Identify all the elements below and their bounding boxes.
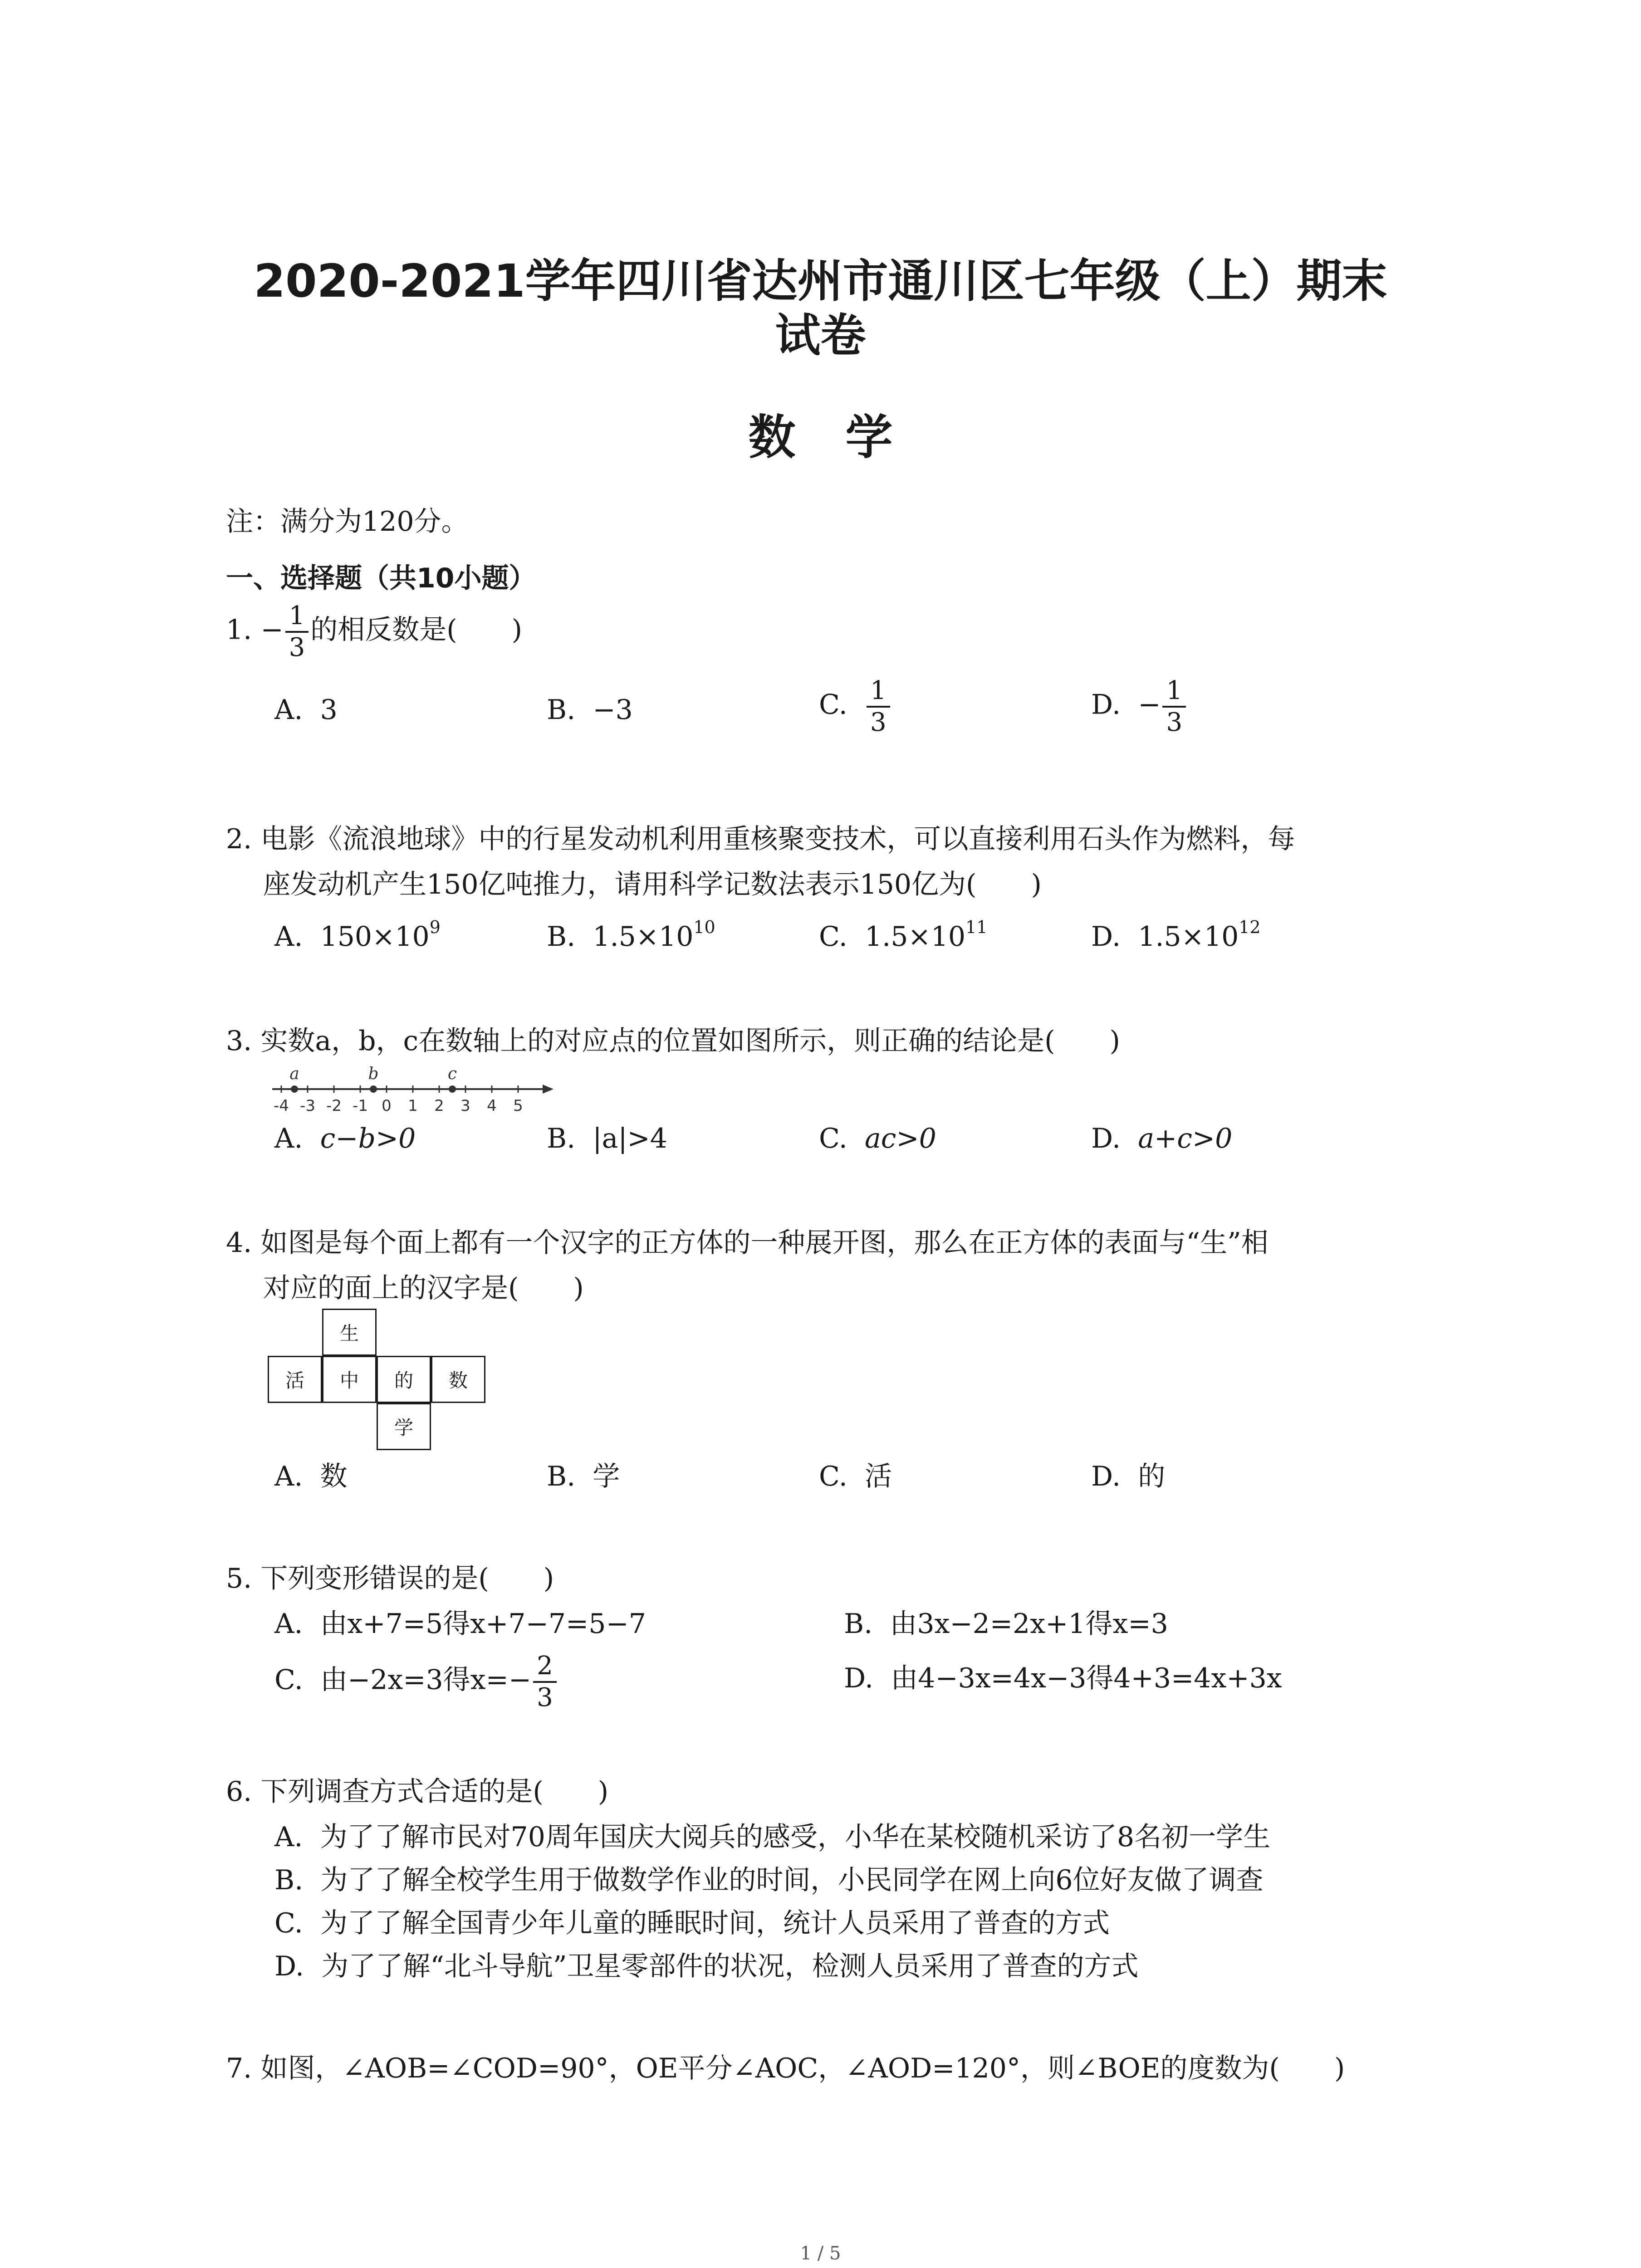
option-b [547,692,633,728]
number-line-tick-label: -4 [274,1097,289,1115]
frac-sign: − [1138,689,1161,721]
question-stem: 如图是每个面上都有一个汉字的正方体的一种展开图，那么在正方体的表面与“生”相 [260,1227,1269,1259]
fraction-numerator: 2 [533,1651,557,1683]
number-line-tick-label: 3 [460,1097,470,1115]
option-c [819,676,892,738]
number-line-tick-label: 1 [408,1097,418,1115]
option-a [274,1606,646,1642]
net-cell-top: 生 [322,1309,377,1356]
option-text: a+c>0 [1138,1123,1233,1154]
number-line-tick-label: -1 [353,1097,368,1115]
exponent: 11 [965,917,988,937]
option-text: 为了了解“北斗导航”卫星零部件的状况，检测人员采用了普查的方式 [321,1950,1139,1982]
option-a [274,919,441,955]
option-a [274,1819,1270,1855]
question-4-line1 [226,1225,1269,1261]
question-number: 4. [226,1227,252,1259]
option-c [274,1905,1110,1941]
number-line-tick-label: -3 [300,1097,315,1115]
option-label: A. [274,1608,303,1640]
number-line-tick-label: -2 [326,1097,342,1115]
number-line-point [370,1085,377,1093]
option-d [1091,676,1188,738]
option-label: A. [274,1461,303,1492]
exponent: 12 [1239,917,1261,937]
option-label: A. [274,1821,303,1853]
option-d [1091,919,1261,955]
option-text: 1.5×10 [593,921,694,953]
option-d [1091,1458,1165,1495]
number-line-figure [268,1059,558,1123]
score-note: 注：满分为120分。 [226,506,469,538]
question-stem: 的相反数是( ) [310,614,523,646]
fraction [533,1651,557,1713]
question-stem: 下列变形错误的是( ) [260,1563,554,1594]
option-label: B. [547,1123,576,1154]
option-text: 3 [320,694,338,726]
fraction-denominator: 3 [870,708,887,737]
fraction-numerator: 1 [867,676,890,708]
question-stem: 下列调查方式合适的是( ) [260,1776,609,1808]
option-text: −3 [593,694,633,726]
option-label: A. [274,921,303,953]
option-label: C. [274,1907,303,1939]
option-c [819,919,987,955]
option-label: D. [1091,689,1121,721]
question-stem: 实数a，b，c在数轴上的对应点的位置如图所示，则正确的结论是( ) [260,1025,1120,1057]
question-number: 2. [226,823,252,855]
option-text: 由4−3x=4x−3得4+3=4x+3x [891,1662,1282,1694]
option-d [844,1660,1282,1696]
option-text: c−b>0 [320,1123,416,1154]
option-c [819,1458,892,1495]
number-line-tick-label: 0 [382,1097,392,1115]
option-c [274,1651,558,1713]
question-5 [226,1560,554,1597]
option-label: A. [274,1123,303,1154]
option-label: C. [819,689,847,721]
option-label: B. [547,694,576,726]
net-cell-right2: 数 [431,1356,485,1403]
net-cell-left: 活 [268,1356,322,1403]
option-label: B. [844,1608,873,1640]
option-text: |a|>4 [593,1123,667,1154]
option-label: C. [819,921,847,953]
option-label: C. [819,1461,847,1492]
question-2-line1 [226,821,1295,857]
option-text: 为了了解全校学生用于做数学作业的时间，小民同学在网上向6位好友做了调查 [320,1864,1264,1896]
option-label: D. [274,1950,304,1982]
fraction-denominator: 3 [537,1683,553,1712]
option-text: 由3x−2=2x+1得x=3 [890,1608,1168,1640]
fraction-denominator: 3 [289,633,305,662]
option-text: 的 [1138,1461,1166,1492]
question-7 [226,2050,1345,2087]
question-number: 1. [226,614,252,646]
option-text: 由x+7=5得x+7−7=5−7 [320,1608,646,1640]
option-label: D. [1091,921,1121,953]
question-number: 3. [226,1025,252,1057]
number-line-point [449,1085,456,1093]
net-cell-bottom: 学 [377,1403,431,1450]
option-b [547,1120,667,1157]
option-b [844,1606,1168,1642]
option-label: C. [819,1123,847,1154]
option-label: C. [274,1664,303,1696]
option-d [1091,1120,1232,1157]
option-text: 1.5×10 [1138,921,1239,953]
option-a [274,1458,348,1495]
option-text: 学 [593,1461,620,1492]
page-title-line1: 2020-2021学年四川省达州市通川区七年级（上）期末 [254,254,1387,308]
option-text: 数 [320,1461,348,1492]
fraction-denominator: 3 [1166,708,1183,737]
option-label: D. [1091,1461,1121,1492]
fraction [867,676,890,738]
option-text: 150×10 [320,921,430,953]
option-label: B. [274,1864,304,1896]
option-text: 活 [865,1461,892,1492]
question-stem: 电影《流浪地球》中的行星发动机利用重核聚变技术，可以直接利用石头作为燃料，每 [260,823,1295,855]
option-a [274,1120,416,1157]
number-line-arrow [543,1085,554,1094]
option-text: 1.5×10 [865,921,966,953]
option-a [274,692,338,728]
option-c [819,1120,936,1157]
subject-title: 数学 [748,410,943,465]
fraction [1162,676,1186,738]
question-1 [226,601,522,663]
question-number: 5. [226,1563,252,1594]
number-line-point-label: a [289,1065,299,1083]
page-number: 1 / 5 [800,2243,841,2264]
question-6 [226,1774,608,1810]
option-text: ac>0 [865,1123,936,1154]
net-cell-right1: 的 [377,1356,431,1403]
page-title-line2: 试卷 [775,309,866,362]
fraction-numerator: 1 [1162,676,1186,708]
option-label: B. [547,1461,576,1492]
option-label: D. [844,1662,874,1694]
option-text: 由−2x=3得x=− [320,1664,532,1696]
number-line-point-label: c [447,1065,457,1083]
exponent: 10 [693,917,715,937]
number-line-tick-label: 2 [434,1097,444,1115]
number-line-point-label: b [368,1065,379,1083]
question-stem: 如图，∠AOB=∠COD=90°，OE平分∠AOC，∠AOD=120°，则∠BOE的度数为( ) [260,2053,1345,2084]
question-4-line2: 对应的面上的汉字是( ) [263,1272,584,1304]
option-label: D. [1091,1123,1121,1154]
number-line-point [291,1085,298,1093]
option-label: A. [274,694,303,726]
option-b [274,1862,1264,1898]
fraction-numerator: 1 [285,601,309,633]
question-number: 6. [226,1776,252,1808]
option-label: B. [547,921,576,953]
cube-net-figure [268,1309,495,1454]
net-cell-center: 中 [322,1356,377,1403]
number-line-tick-label: 4 [487,1097,497,1115]
question-2-line2: 座发动机产生150亿吨推力，请用科学记数法表示150亿为( ) [263,869,1042,900]
option-text: 为了了解全国青少年儿童的睡眠时间，统计人员采用了普查的方式 [320,1907,1110,1939]
fraction [285,601,309,663]
exponent: 9 [429,917,441,937]
frac-sign: − [260,614,284,646]
section-heading: 一、选择题（共10小题） [226,562,536,594]
question-number: 7. [226,2053,252,2084]
option-d [274,1948,1139,1984]
number-line-tick-label: 5 [513,1097,523,1115]
option-b [547,919,715,955]
option-b [547,1458,620,1495]
question-3 [226,1023,1120,1059]
option-text: 为了了解市民对70周年国庆大阅兵的感受，小华在某校随机采访了8名初一学生 [320,1821,1271,1853]
